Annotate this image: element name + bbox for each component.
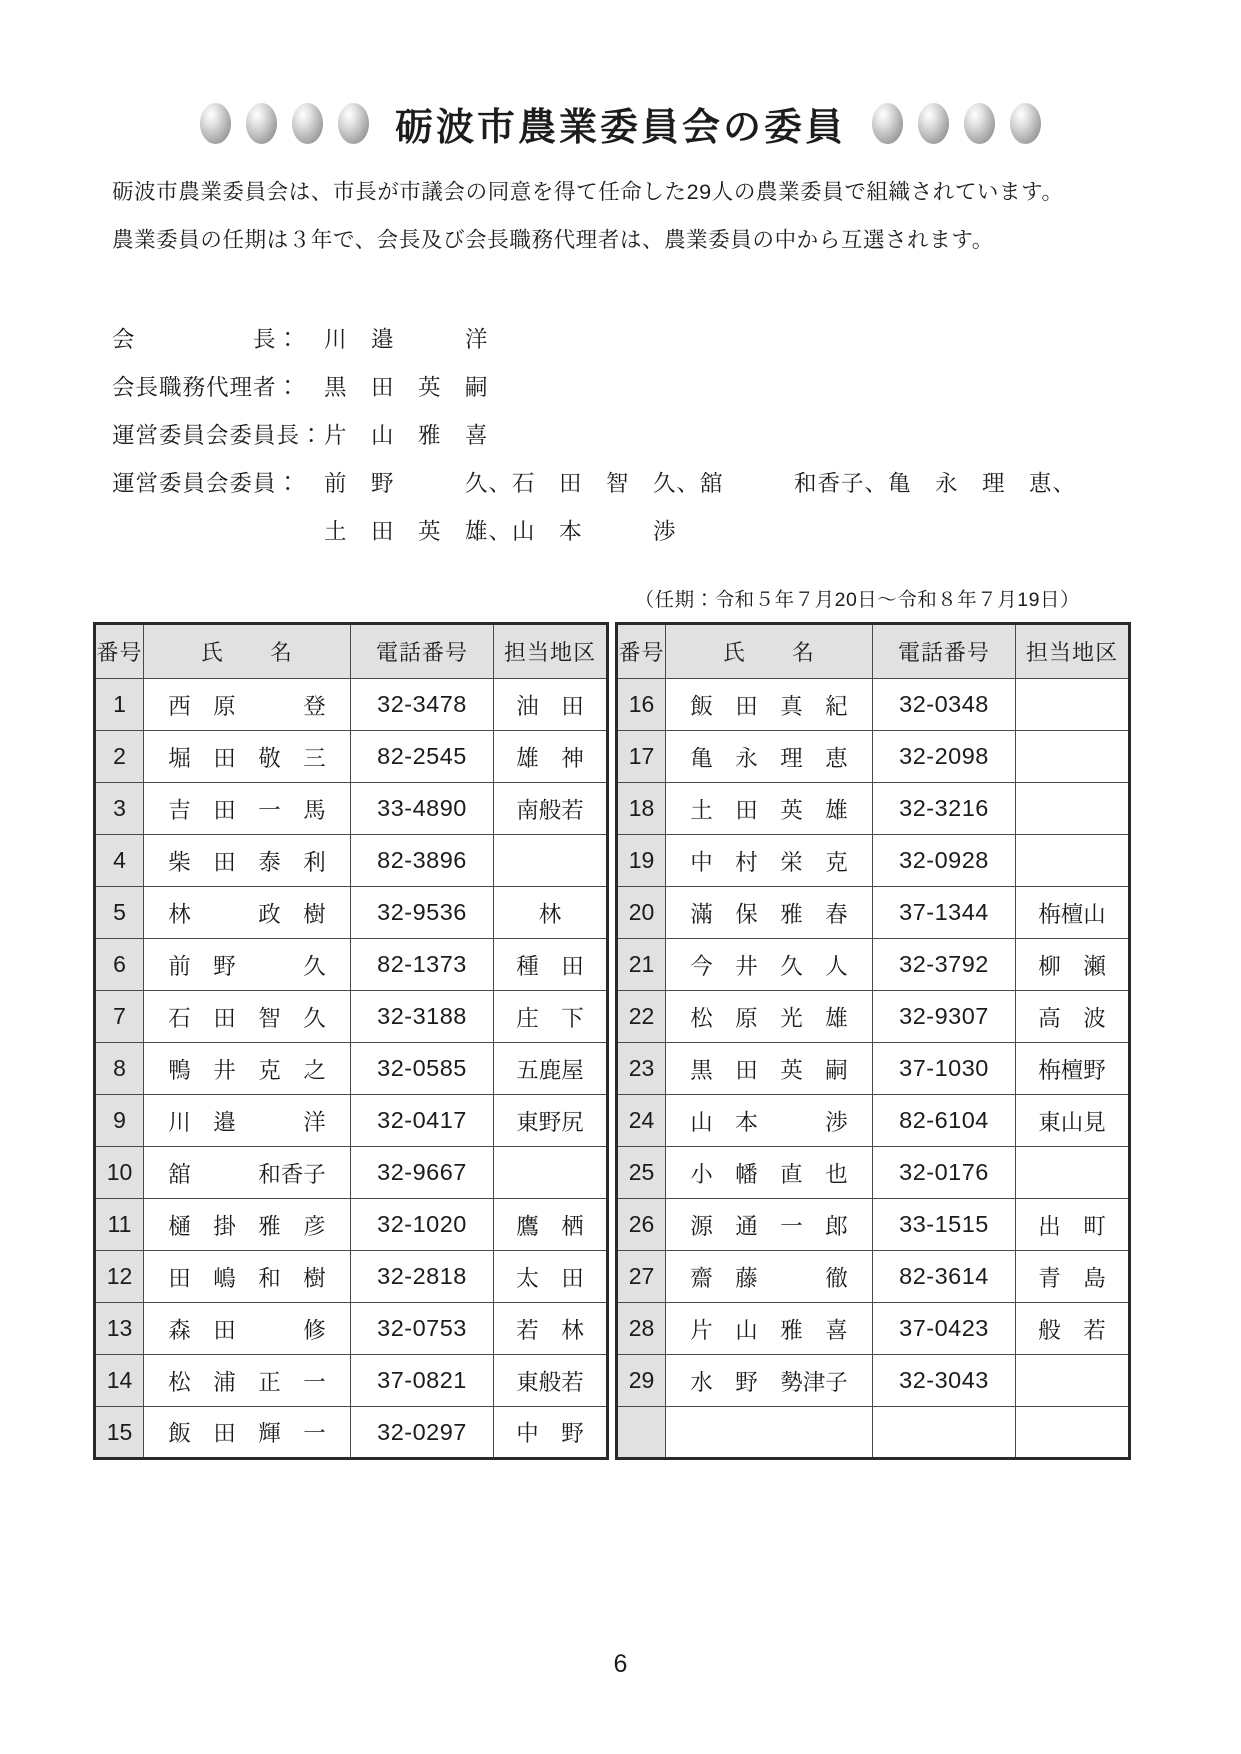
member-phone: 33-1515 [873, 1199, 1016, 1251]
intro-line-1: 砺波市農業委員会は、市長が市議会の同意を得て任命した29人の農業委員で組織されています。 [112, 180, 1064, 204]
member-name: 樋 掛 雅 彦 [144, 1199, 351, 1251]
officer-name: 川 邉 洋 [324, 327, 489, 352]
member-district: 東山見 [1016, 1095, 1130, 1147]
member-phone: 32-9667 [351, 1147, 494, 1199]
table-row [95, 887, 608, 939]
member-district: 般 若 [1016, 1303, 1130, 1355]
header-phone: 電話番号 [351, 624, 494, 679]
members-table-wrap [93, 622, 1131, 1460]
table-row [617, 939, 1130, 991]
officers-list [112, 316, 1076, 556]
officer-line [112, 508, 1076, 556]
officer-line [112, 364, 1076, 412]
member-number: 27 [617, 1251, 666, 1303]
member-district: 中 野 [494, 1407, 608, 1459]
member-phone: 32-0928 [873, 835, 1016, 887]
member-number: 28 [617, 1303, 666, 1355]
sphere-icon [338, 103, 369, 144]
member-name: 前 野 久 [144, 939, 351, 991]
member-phone: 82-1373 [351, 939, 494, 991]
header-no: 番号 [617, 624, 666, 679]
member-phone: 33-4890 [351, 783, 494, 835]
member-phone: 32-0753 [351, 1303, 494, 1355]
member-name: 田 嶋 和 樹 [144, 1251, 351, 1303]
table-header-row [95, 624, 608, 679]
member-number: 24 [617, 1095, 666, 1147]
member-name: 舘 和香子 [144, 1147, 351, 1199]
member-number: 16 [617, 679, 666, 731]
member-number: 21 [617, 939, 666, 991]
member-district: 太 田 [494, 1251, 608, 1303]
member-district [1016, 1407, 1130, 1459]
member-number: 13 [95, 1303, 144, 1355]
officer-name: 黒 田 英 嗣 [324, 375, 489, 400]
member-district: 栴檀野 [1016, 1043, 1130, 1095]
member-district: 油 田 [494, 679, 608, 731]
table-row [617, 991, 1130, 1043]
officer-name: 土 田 英 雄、山 本 渉 [324, 519, 677, 544]
member-phone: 37-0423 [873, 1303, 1016, 1355]
officer-name: 片 山 雅 喜 [324, 423, 489, 448]
member-district [494, 835, 608, 887]
member-district: 高 波 [1016, 991, 1130, 1043]
member-name: 石 田 智 久 [144, 991, 351, 1043]
member-number: 4 [95, 835, 144, 887]
sphere-icon [918, 103, 949, 144]
member-number: 1 [95, 679, 144, 731]
member-name: 松 浦 正 一 [144, 1355, 351, 1407]
table-row [617, 1251, 1130, 1303]
sphere-icon [292, 103, 323, 144]
member-name: 片 山 雅 喜 [666, 1303, 873, 1355]
member-phone: 32-2098 [873, 731, 1016, 783]
member-name: 滿 保 雅 春 [666, 887, 873, 939]
sphere-icon [1010, 103, 1041, 144]
member-number: 7 [95, 991, 144, 1043]
member-number: 18 [617, 783, 666, 835]
member-name: 飯 田 輝 一 [144, 1407, 351, 1459]
table-row [95, 1095, 608, 1147]
member-name: 林 政 樹 [144, 887, 351, 939]
table-row [95, 939, 608, 991]
members-table-right [615, 622, 1131, 1460]
table-row [617, 731, 1130, 783]
table-row [95, 679, 608, 731]
member-name: 齋 藤 徹 [666, 1251, 873, 1303]
table-row [95, 731, 608, 783]
officer-role-label: 会 長： [112, 327, 301, 352]
header-name: 氏 名 [144, 624, 351, 679]
member-name: 黒 田 英 嗣 [666, 1043, 873, 1095]
table-row [617, 1407, 1130, 1459]
member-phone: 32-9307 [873, 991, 1016, 1043]
officer-line [112, 316, 1076, 364]
member-number: 22 [617, 991, 666, 1043]
member-name: 小 幡 直 也 [666, 1147, 873, 1199]
member-number: 25 [617, 1147, 666, 1199]
member-district: 雄 神 [494, 731, 608, 783]
member-district: 林 [494, 887, 608, 939]
header-phone: 電話番号 [873, 624, 1016, 679]
member-phone [873, 1407, 1016, 1459]
sphere-icon [872, 103, 903, 144]
member-number: 23 [617, 1043, 666, 1095]
member-number: 9 [95, 1095, 144, 1147]
member-phone: 32-9536 [351, 887, 494, 939]
member-number: 29 [617, 1355, 666, 1407]
member-phone: 82-2545 [351, 731, 494, 783]
table-row [95, 1355, 608, 1407]
term-note: （任期：令和５年７月20日～令和８年７月19日） [634, 589, 1080, 611]
table-row [617, 1355, 1130, 1407]
table-row [617, 783, 1130, 835]
member-number: 14 [95, 1355, 144, 1407]
member-phone: 32-1020 [351, 1199, 494, 1251]
member-district: 東野尻 [494, 1095, 608, 1147]
member-name: 飯 田 真 紀 [666, 679, 873, 731]
member-name: 土 田 英 雄 [666, 783, 873, 835]
table-row [617, 1199, 1130, 1251]
officer-line [112, 412, 1076, 460]
member-name: 柴 田 泰 利 [144, 835, 351, 887]
table-header-row [617, 624, 1130, 679]
member-phone: 82-3896 [351, 835, 494, 887]
member-number: 5 [95, 887, 144, 939]
table-row [617, 835, 1130, 887]
member-name: 吉 田 一 馬 [144, 783, 351, 835]
title-decor-left [200, 103, 369, 144]
sphere-icon [200, 103, 231, 144]
member-district [1016, 835, 1130, 887]
member-name: 森 田 修 [144, 1303, 351, 1355]
member-number: 10 [95, 1147, 144, 1199]
member-phone: 32-3216 [873, 783, 1016, 835]
table-row [617, 1147, 1130, 1199]
member-number: 19 [617, 835, 666, 887]
intro-line-2: 農業委員の任期は３年で、会長及び会長職務代理者は、農業委員の中から互選されます。 [112, 228, 994, 252]
member-number: 3 [95, 783, 144, 835]
table-row [95, 991, 608, 1043]
page-title: 砺波市農業委員会の委員 [394, 107, 846, 149]
officer-name: 前 野 久、石 田 智 久、舘 和香子、亀 永 理 恵、 [324, 471, 1077, 496]
officer-role-label: 会長職務代理者： [112, 375, 301, 400]
member-district [1016, 783, 1130, 835]
table-row [95, 1043, 608, 1095]
table-row [95, 1147, 608, 1199]
table-row [95, 1303, 608, 1355]
intro-paragraph [112, 168, 1132, 264]
member-district [1016, 679, 1130, 731]
member-district: 鷹 栖 [494, 1199, 608, 1251]
member-number: 11 [95, 1199, 144, 1251]
member-number: 26 [617, 1199, 666, 1251]
officer-role-label [112, 508, 324, 556]
member-name: 水 野 勢津子 [666, 1355, 873, 1407]
member-name: 山 本 渉 [666, 1095, 873, 1147]
member-district: 南般若 [494, 783, 608, 835]
member-number: 15 [95, 1407, 144, 1459]
member-phone: 32-0297 [351, 1407, 494, 1459]
member-name: 源 通 一 郎 [666, 1199, 873, 1251]
table-row [617, 1303, 1130, 1355]
member-number: 6 [95, 939, 144, 991]
member-number: 2 [95, 731, 144, 783]
member-district: 五鹿屋 [494, 1043, 608, 1095]
member-phone: 32-3792 [873, 939, 1016, 991]
member-phone: 32-3478 [351, 679, 494, 731]
header-district: 担当地区 [494, 624, 608, 679]
member-number: 8 [95, 1043, 144, 1095]
table-row [617, 1043, 1130, 1095]
officer-role-label: 運営委員会委員長： [112, 423, 324, 448]
table-row [95, 783, 608, 835]
member-name: 西 原 登 [144, 679, 351, 731]
member-phone: 32-3043 [873, 1355, 1016, 1407]
member-district: 若 林 [494, 1303, 608, 1355]
member-phone: 32-0176 [873, 1147, 1016, 1199]
table-row [617, 679, 1130, 731]
member-district: 柳 瀬 [1016, 939, 1130, 991]
officer-line [112, 460, 1076, 508]
member-number: 20 [617, 887, 666, 939]
member-phone: 32-2818 [351, 1251, 494, 1303]
table-row [617, 1095, 1130, 1147]
member-district [494, 1147, 608, 1199]
member-name: 中 村 栄 克 [666, 835, 873, 887]
member-name: 川 邉 洋 [144, 1095, 351, 1147]
header-no: 番号 [95, 624, 144, 679]
officer-role-label: 運営委員会委員： [112, 471, 301, 496]
member-phone: 32-0585 [351, 1043, 494, 1095]
member-phone: 37-1030 [873, 1043, 1016, 1095]
member-name: 鴨 井 克 之 [144, 1043, 351, 1095]
title-decor-right [872, 103, 1041, 144]
table-row [617, 887, 1130, 939]
member-district: 栴檀山 [1016, 887, 1130, 939]
member-district: 出 町 [1016, 1199, 1130, 1251]
sphere-icon [246, 103, 277, 144]
member-district: 種 田 [494, 939, 608, 991]
member-district: 庄 下 [494, 991, 608, 1043]
header-name: 氏 名 [666, 624, 873, 679]
header-district: 担当地区 [1016, 624, 1130, 679]
member-phone: 82-3614 [873, 1251, 1016, 1303]
member-phone: 37-1344 [873, 887, 1016, 939]
member-district [1016, 731, 1130, 783]
member-phone: 32-0417 [351, 1095, 494, 1147]
member-district [1016, 1147, 1130, 1199]
table-row [95, 1199, 608, 1251]
member-phone: 32-3188 [351, 991, 494, 1043]
member-name: 堀 田 敬 三 [144, 731, 351, 783]
member-district: 東般若 [494, 1355, 608, 1407]
member-district: 青 島 [1016, 1251, 1130, 1303]
member-phone: 37-0821 [351, 1355, 494, 1407]
member-name: 今 井 久 人 [666, 939, 873, 991]
table-row [95, 1407, 608, 1459]
member-name: 亀 永 理 恵 [666, 731, 873, 783]
member-phone: 32-0348 [873, 679, 1016, 731]
table-row [95, 835, 608, 887]
member-number: 12 [95, 1251, 144, 1303]
sphere-icon [964, 103, 995, 144]
title-banner [0, 96, 1241, 151]
member-name: 松 原 光 雄 [666, 991, 873, 1043]
member-district [1016, 1355, 1130, 1407]
member-phone: 82-6104 [873, 1095, 1016, 1147]
table-row [95, 1251, 608, 1303]
members-table-left [93, 622, 609, 1460]
page-number: 6 [613, 1650, 628, 1678]
member-number [617, 1407, 666, 1459]
member-name [666, 1407, 873, 1459]
member-number: 17 [617, 731, 666, 783]
